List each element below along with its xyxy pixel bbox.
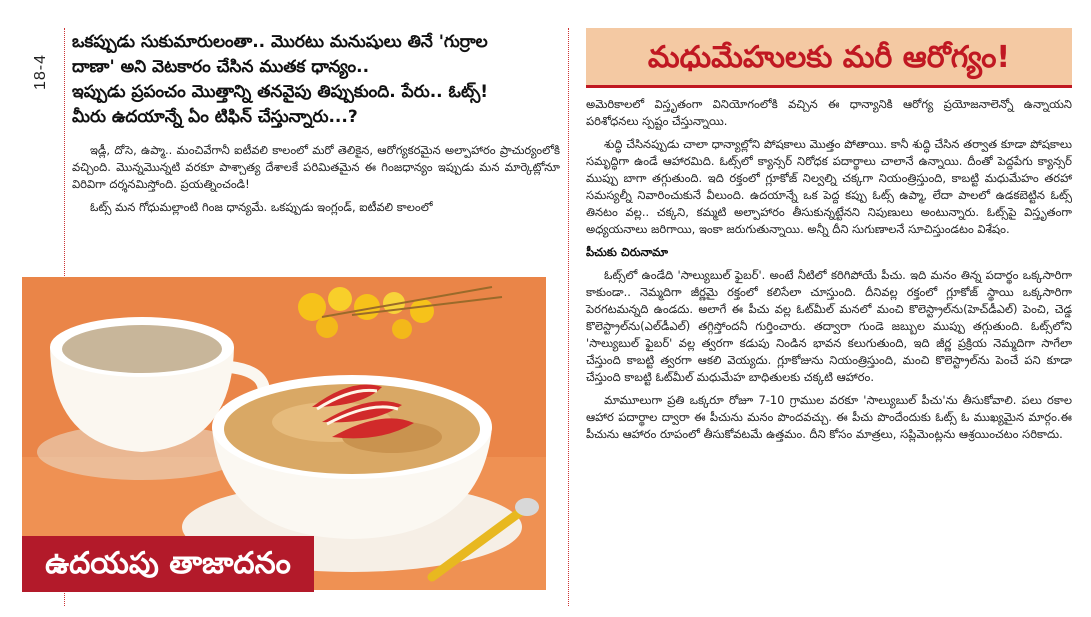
article-title: మధుమేహులకు మరీ ఆరోగ్యం! xyxy=(586,28,1072,88)
left-paragraph-1: ఇడ్లీ, దోసె, ఉప్మా.. మంచివేగానీ ఐటీవలి కాలంలో మరో తెలికైన, ఆరోగ్యకరమైన అల్పాహారం ప్రాచుర్యంలోకి వచ్చింది. మొన్నమొన్నటి వరకూ పాశ్చాత్య దేశాలకే పరిమితమైన ఈ గింజధాన్యం ఇప్పుడు మన మార్కెట్లోనూ విరివిగా దర్శనమిస్తోంది. ప్రయత్నించండి! xyxy=(72,143,560,191)
headline-line-3: ఇప్పుడు ప్రపంచం మొత్తాన్ని తనవైపు తిప్పుకుంది. పేరు.. ఓట్స్! xyxy=(72,82,489,102)
page-number: 18-4 xyxy=(32,53,49,90)
left-paragraph-2: ఓట్స్ మన గోధుమల్లాంటి గింజ ధాన్యమే. ఒకప్పుడు ఇంగ్లండ్, ఐటీవలి కాలంలో xyxy=(90,200,433,214)
photo-caption: ఉదయపు తాజాదనం xyxy=(22,536,314,592)
right-paragraph-2: శుద్ధి చేసినప్పుడు చాలా ధాన్యాల్లోని పోషకాలు మొత్తం పోతాయి. కానీ శుద్ధి చేసిన తర్వాత కూడా పోషకాలు సమృద్ధిగా ఉండే ఆహారమిది. ఓట్స్‌లో క్యాన్సర్ నిరోధక పదార్థాలు చాలానే ఉన్నాయి. దీంతో పెద్దపేగు క్యాన్సర్ ముప్పు బాగా తగ్గుతుంది. ఇది రక్తంలో గ్లూకోజ్ నిల్వల్ని చక్కగా నియంత్రిస్తుంది, కాబట్టి మధుమేహం తరహా సమస్యల్నీ నివారించుకునే వీలుంది. ఉదయాన్నే ఒక పెద్ద కప్పు ఓట్స్ ఉప్మా, లేదా పాలలో ఉడకబెట్టిన ఓట్స్ తినటం వల్ల.. చక్కని, కమ్మటి అల్పాహారం తీసుకున్నట్టేనని నిపుణులు అంటున్నారు. ఓట్స్‌పై విస్తృతంగా అధ్యయనాలు జరిగాయి, ఇంకా జరుగుతున్నాయి. అన్నీ దీని సుగుణాలనే సూచిస్తుండటం విశేషం. xyxy=(586,137,1072,236)
right-paragraph-3: ఓట్స్‌లో ఉండేది 'సాల్యుబుల్ ఫైబర్'. అంటే నీటిలో కరిగిపోయే పీచు. ఇది మనం తిన్న పదార్థం ఒక్కసారిగా కాకుండా.. నెమ్మదిగా జీర్ణమై రక్తంలో కలిసేలా చూస్తుంది. దీనివల్ల రక్తంలో గ్లూకోజ్ స్థాయి ఒక్కసారిగా పెరగటమన్నది ఉండదు. అలాగే ఈ పీచు వల్ల ఓట్‌మీల్ మనలో మంచి కొలెస్ట్రాల్‌ను(హెచ్‌డీఎల్) పెంచి, చెడ్డ కొలెస్ట్రాల్‌ను(ఎల్‌డీఎల్) తగ్గిస్తోందనీ గుర్తించారు. తద్వారా గుండె జబ్బుల ముప్పు తగ్గుతుంది. ఓట్స్‌లోని 'సాల్యుబుల్ ఫైబర్' వల్ల త్వరగా కడుపు నిండిన భావన కలుగుతుంది, ఇది జీర్ణ ప్రక్రియ నెమ్మదిగా సాగేలా చేస్తుంది కాబట్టి త్వరగా ఆకలి వెయ్యదు. గ్లూకోజును నియంత్రిస్తుంది, మంచి కొలెస్ట్రాల్‌ను పెంచే పని కూడా చేస్తుంది కాబట్టి ఓట్‌మీల్ మధుమేహ బాధితులకు చక్కటి ఆహారం. xyxy=(586,268,1072,384)
subheading: పీచుకు చిరునామా xyxy=(586,245,668,259)
column-divider xyxy=(568,28,569,606)
headline-line-1: ఒకప్పుడు సుకుమారులంతా.. మొరటు మనుషులు తినే 'గుర్రాల xyxy=(72,32,488,52)
right-body xyxy=(586,96,1072,443)
left-column xyxy=(72,30,560,222)
left-body xyxy=(72,142,560,216)
headline-line-2: దాణా' అని వెటకారం చేసిన ముతక ధాన్యం.. xyxy=(72,57,370,77)
right-column xyxy=(586,28,1072,449)
right-paragraph-4: మామూలుగా ప్రతి ఒక్కరూ రోజూ 7-10 గ్రాముల వరకూ 'సాల్యుబుల్ పీచు'ను తీసుకోవాలి. పలు రకాల ఆహార పదార్థాల ద్వారా ఈ పీచును మనం పొందవచ్చు. ఈ పీచు పొందేందుకు ఓట్స్ ఓ ముఖ్యమైన మార్గం.ఈ పీచును ఆహారం రూపంలో తీసుకోవటమే ఉత్తమం. దీని కోసం మాత్రలు, సప్లిమెంట్లను ఆశ్రయించటం సరికాదు. xyxy=(586,393,1072,441)
headline-line-4: మీరు ఉదయాన్నే ఏం టిఫిన్ చేస్తున్నారు...? xyxy=(72,107,358,127)
right-paragraph-1: అమెరికాలలో విస్తృతంగా వినియోగంలోకి వచ్చిన ఈ ధాన్యానికి ఆరోగ్య ప్రయోజనాలెన్నో ఉన్నాయని పరిశోధనలు స్పష్టం చేస్తున్నాయి. xyxy=(586,97,1072,128)
